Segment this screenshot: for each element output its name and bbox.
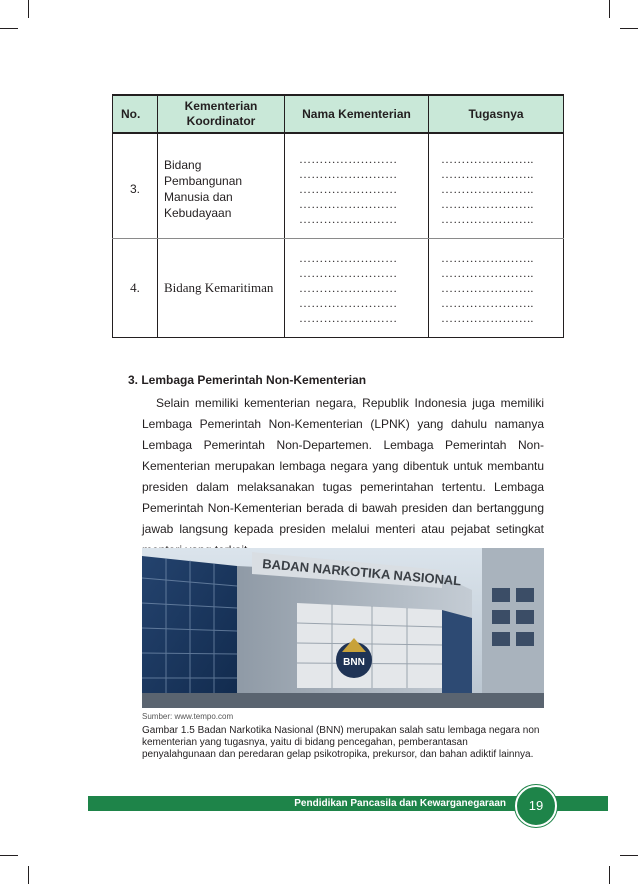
crop-mark bbox=[0, 28, 18, 29]
kementerian-table bbox=[112, 94, 563, 338]
header-no: No. bbox=[113, 95, 158, 133]
nama-kementerian-blanks bbox=[285, 239, 429, 338]
crop-mark bbox=[609, 866, 610, 884]
tugas-blanks bbox=[429, 140, 564, 239]
blank-line: ………………….. bbox=[441, 211, 534, 226]
crop-mark bbox=[620, 855, 638, 856]
tugas-blanks bbox=[429, 239, 564, 338]
koordinator-line: Bidang Pembangunan bbox=[164, 158, 243, 188]
book-title: Pendidikan Pancasila dan Kewarganegaraan bbox=[294, 798, 506, 809]
blank-line: …………………… bbox=[299, 280, 398, 295]
crop-mark bbox=[620, 28, 638, 29]
blank-line: ………………….. bbox=[441, 166, 534, 181]
blank-line: ………………….. bbox=[441, 196, 534, 211]
building-illustration bbox=[142, 548, 544, 708]
blank-line: …………………… bbox=[299, 211, 398, 226]
blank-line: ………………….. bbox=[441, 151, 534, 166]
blank-line: ………………….. bbox=[441, 295, 534, 310]
building-sign-text: BADAN NARKOTIKA NASIONAL bbox=[261, 556, 462, 589]
koordinator-line: Manusia dan bbox=[164, 190, 233, 204]
blank-line: ………………….. bbox=[441, 310, 534, 325]
section-title: 3. Lembaga Pemerintah Non-Kementerian bbox=[128, 373, 367, 387]
blank-line: ………………….. bbox=[441, 181, 534, 196]
paragraph-text: Selain memiliki kementerian negara, Republik Indonesia juga memiliki Lembaga Pemerintah Non-Kementerian (LPNK) yang dahulu namanya Lembaga Pemerintah Non-Departemen. Lembaga Pemerintah Non-Kementerian merupakan lembaga negara yang dibentuk untuk membantu presiden dalam melaksanakan tugas pemerintahan tertentu. Lembaga Pemerintah Non-Kementerian berada di bawah presiden dan bertanggung jawab langsung kepada presiden melalui menteri atau pejabat setingkat bbox=[142, 396, 544, 536]
image-source: Sumber: www.tempo.com bbox=[142, 712, 234, 721]
row-number: 4. bbox=[113, 239, 158, 338]
crop-mark bbox=[28, 866, 29, 884]
crop-mark bbox=[28, 0, 29, 18]
blank-line: …………………… bbox=[299, 151, 398, 166]
row-koordinator bbox=[158, 140, 285, 239]
table-row bbox=[113, 239, 564, 338]
blank-line: …………………… bbox=[299, 265, 398, 280]
nama-kementerian-blanks bbox=[285, 140, 429, 239]
header-koordinator: Kementerian Koordinator bbox=[158, 95, 285, 133]
blank-line: ………………….. bbox=[441, 250, 534, 265]
bnn-building-photo bbox=[142, 548, 544, 708]
blank-line: ………………….. bbox=[441, 265, 534, 280]
row-koordinator bbox=[158, 239, 285, 338]
figure-caption: Gambar 1.5 Badan Narkotika Nasional (BNN) merupakan salah satu lembaga negara non kementerian yang tugasnya, yaitu di bidang pencegahan, pemberantasan penyalahgunaan dan peredaran gelap psikotropika, prekursor, dan bahan adiktif lainnya. bbox=[142, 725, 540, 760]
row-number: 3. bbox=[113, 140, 158, 239]
body-paragraph bbox=[142, 393, 544, 561]
blank-line: ………………….. bbox=[441, 280, 534, 295]
page-number: 19 bbox=[515, 785, 557, 827]
blank-line: …………………… bbox=[299, 310, 398, 325]
blank-line: …………………… bbox=[299, 196, 398, 211]
blank-line: …………………… bbox=[299, 181, 398, 196]
crop-mark bbox=[0, 855, 18, 856]
crop-mark bbox=[609, 0, 610, 18]
blank-line: …………………… bbox=[299, 250, 398, 265]
table-row bbox=[113, 140, 564, 239]
emblem-text: BNN bbox=[343, 657, 365, 668]
koordinator-line: Kebudayaan bbox=[164, 206, 232, 220]
koordinator-line: Bidang Kemaritiman bbox=[164, 280, 274, 295]
header-nama-kementerian: Nama Kementerian bbox=[285, 95, 429, 133]
blank-line: …………………… bbox=[299, 295, 398, 310]
blank-line: …………………… bbox=[299, 166, 398, 181]
header-tugas: Tugasnya bbox=[429, 95, 564, 133]
